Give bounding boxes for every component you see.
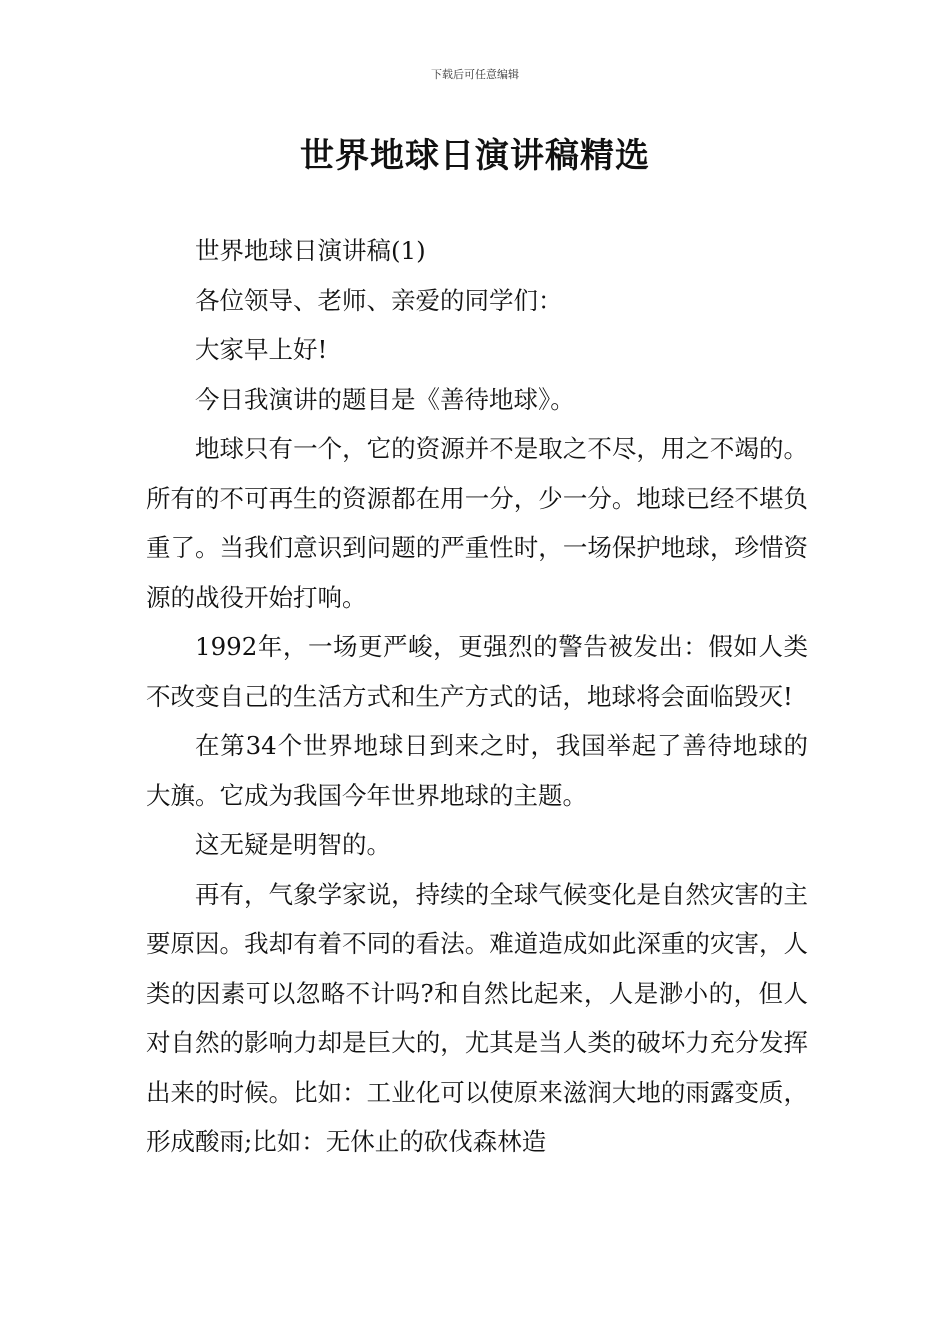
paragraph-body: 地球只有一个，它的资源并不是取之不尽，用之不竭的。所有的不可再生的资源都在用一分，少一分。地球已经不堪负重了。当我们意识到问题的严重性时，一场保护地球，珍惜资源的战役开始打响。 bbox=[146, 434, 808, 612]
paragraph-body: 在第34个世界地球日到来之时，我国举起了善待地球的大旗。它成为我国今年世界地球的主题。 bbox=[146, 731, 808, 810]
paragraph-salutation: 各位领导、老师、亲爱的同学们： bbox=[195, 285, 563, 315]
document-body bbox=[146, 226, 808, 1167]
paragraph-topic: 今日我演讲的题目是《善待地球》。 bbox=[195, 384, 575, 414]
header-note: 下载后可任意编辑 bbox=[431, 68, 519, 81]
paragraph-body: 再有，气象学家说，持续的全球气候变化是自然灾害的主要原因。我却有着不同的看法。难道造成如此深重的灾害，人类的因素可以忽略不计吗?和自然比起来，人是渺小的，但人对自然的影响力却是巨大的，尤其是当人类的破坏力充分发挥出来的时候。比如：工业化可以使原来滋润大地的雨露变质，形成酸雨;比如：无休止的砍伐森林造 bbox=[146, 879, 808, 1156]
paragraph-greeting: 大家早上好! bbox=[195, 335, 328, 364]
document-title: 世界地球日演讲稿精选 bbox=[300, 136, 650, 176]
paragraph-speech-heading: 世界地球日演讲稿(1) bbox=[195, 236, 426, 265]
paragraph-body: 1992年，一场更严峻，更强烈的警告被发出：假如人类不改变自己的生活方式和生产方式的话，地球将会面临毁灭! bbox=[146, 632, 808, 711]
paragraph-body: 这无疑是明智的。 bbox=[195, 830, 391, 859]
